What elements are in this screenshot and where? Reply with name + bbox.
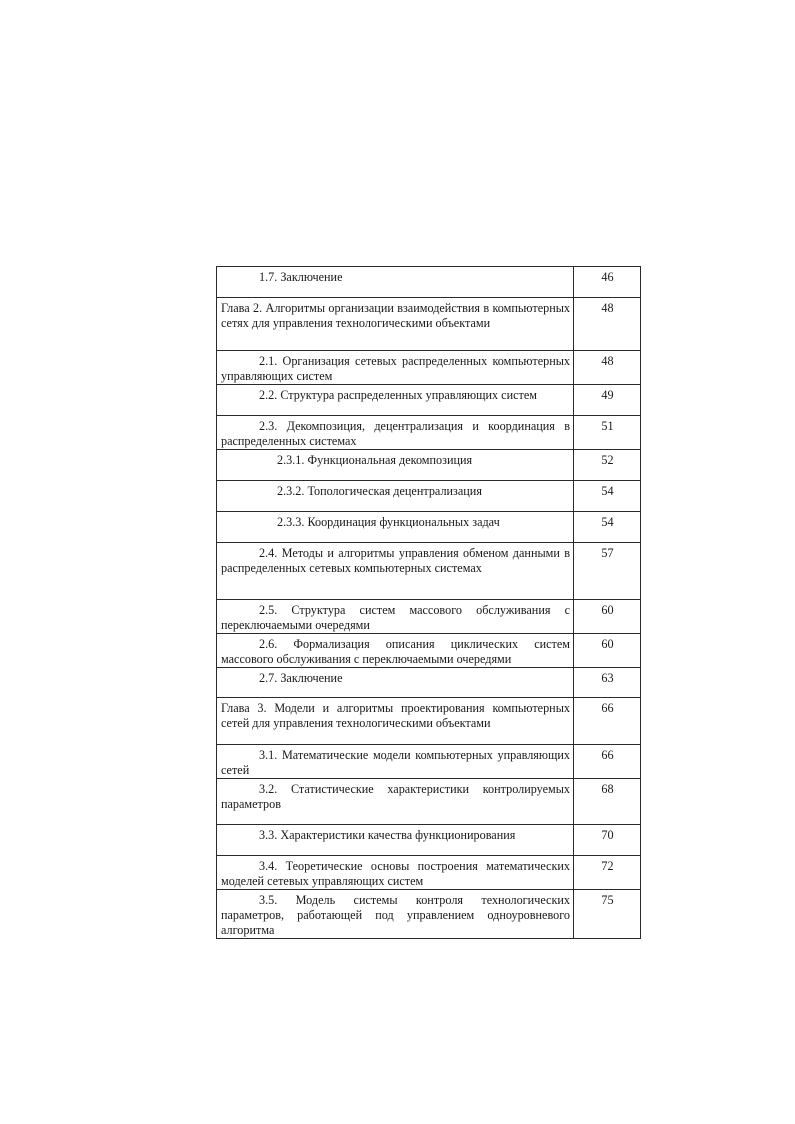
toc-row-title: 3.1. Математические модели компьютерных управляющих сетей xyxy=(217,745,574,779)
table-of-contents xyxy=(216,266,641,939)
toc-row-title: 2.3.3. Координация функциональных задач xyxy=(217,512,574,543)
toc-row-title: 2.4. Методы и алгоритмы управления обменом данными в распределенных сетевых компьютерных системах xyxy=(217,543,574,600)
toc-row-title: 2.6. Формализация описания циклических систем массового обслуживания с переключаемыми очередями xyxy=(217,634,574,668)
toc-row xyxy=(217,450,641,481)
toc-row-page: 54 xyxy=(574,481,641,512)
toc-row-page: 70 xyxy=(574,825,641,856)
toc-row xyxy=(217,698,641,745)
toc-row-title: 2.3.1. Функциональная декомпозиция xyxy=(217,450,574,481)
toc-row-title: 2.7. Заключение xyxy=(217,668,574,698)
toc-row-page: 46 xyxy=(574,267,641,298)
toc-row xyxy=(217,416,641,450)
toc-row xyxy=(217,825,641,856)
toc-row-title: 3.5. Модель системы контроля технологических параметров, работающей под управлением одноуровневого алгоритма xyxy=(217,890,574,939)
toc-row-title: 2.5. Структура систем массового обслуживания с переключаемыми очередями xyxy=(217,600,574,634)
toc-row xyxy=(217,385,641,416)
toc-row xyxy=(217,779,641,825)
toc-row-page: 66 xyxy=(574,745,641,779)
toc-row-title: 2.3. Декомпозиция, децентрализация и координация в распределенных системах xyxy=(217,416,574,450)
toc-row xyxy=(217,481,641,512)
toc-row-page: 52 xyxy=(574,450,641,481)
toc-row-page: 63 xyxy=(574,668,641,698)
toc-row-title: 2.1. Организация сетевых распределенных компьютерных управляющих систем xyxy=(217,351,574,385)
toc-row xyxy=(217,600,641,634)
toc-row xyxy=(217,267,641,298)
toc-row-page: 54 xyxy=(574,512,641,543)
toc-row-page: 57 xyxy=(574,543,641,600)
toc-row-page: 60 xyxy=(574,634,641,668)
toc-row xyxy=(217,351,641,385)
toc-row-page: 66 xyxy=(574,698,641,745)
toc-row xyxy=(217,634,641,668)
toc-row xyxy=(217,668,641,698)
toc-row xyxy=(217,890,641,939)
toc-row-page: 48 xyxy=(574,351,641,385)
toc-row-title: Глава 3. Модели и алгоритмы проектирования компьютерных сетей для управления технологическими объектами xyxy=(217,698,574,745)
toc-row xyxy=(217,298,641,351)
toc-row-page: 72 xyxy=(574,856,641,890)
toc-row-page: 51 xyxy=(574,416,641,450)
toc-row-title: 3.4. Теоретические основы построения математических моделей сетевых управляющих систем xyxy=(217,856,574,890)
toc-row xyxy=(217,543,641,600)
toc-row-title: 3.2. Статистические характеристики контролируемых параметров xyxy=(217,779,574,825)
toc-row xyxy=(217,512,641,543)
toc-row-page: 75 xyxy=(574,890,641,939)
toc-row-title: 1.7. Заключение xyxy=(217,267,574,298)
toc-row-page: 49 xyxy=(574,385,641,416)
toc-row xyxy=(217,745,641,779)
toc-row-title: 2.3.2. Топологическая децентрализация xyxy=(217,481,574,512)
toc-row-title: Глава 2. Алгоритмы организации взаимодействия в компьютерных сетях для управления технологическими объектами xyxy=(217,298,574,351)
toc-row-title: 2.2. Структура распределенных управляющих систем xyxy=(217,385,574,416)
toc-row-page: 48 xyxy=(574,298,641,351)
toc-row-page: 68 xyxy=(574,779,641,825)
toc-row-title: 3.3. Характеристики качества функционирования xyxy=(217,825,574,856)
toc-row xyxy=(217,856,641,890)
toc-row-page: 60 xyxy=(574,600,641,634)
